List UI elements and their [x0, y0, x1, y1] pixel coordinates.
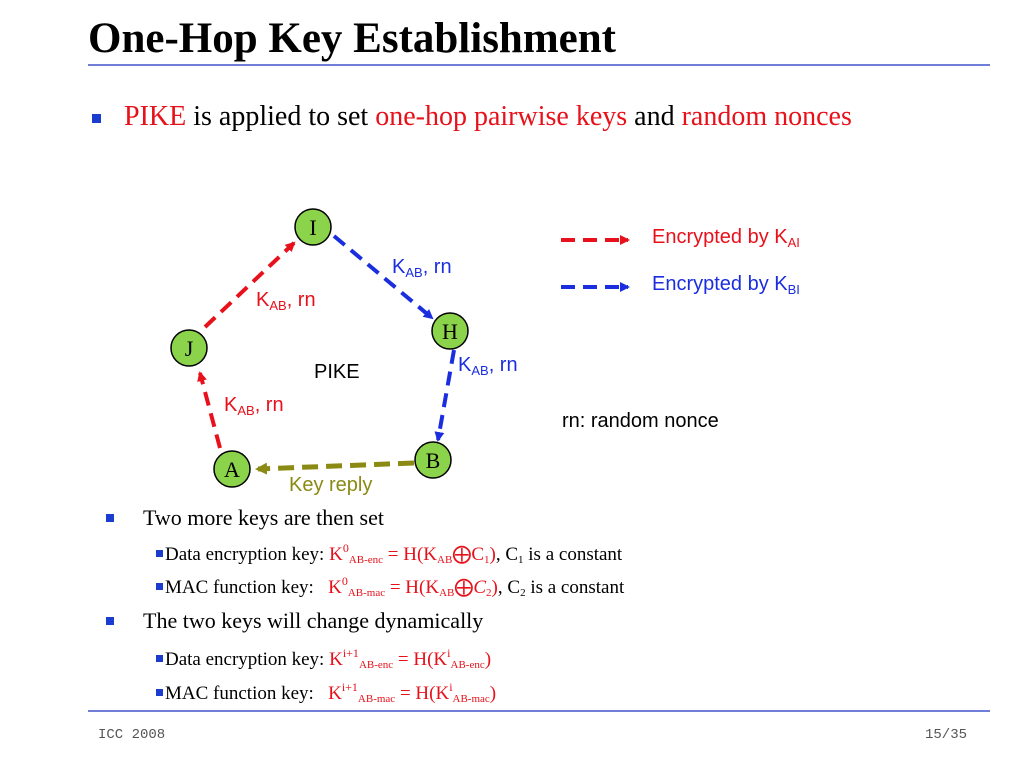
and-text: and	[634, 101, 675, 132]
node-a-label: A	[224, 457, 240, 482]
sub-bullet-mac-dynamic: MAC function key: $K^{i+1}AB$-mac = $H(K^iAB-mac)$	[156, 680, 496, 705]
footer-conference: ICC 2008	[98, 727, 166, 743]
label-j-i: $K_{AB}$, rn	[256, 289, 316, 313]
sub-bullet-data-enc-dynamic: Data encryption key: $K^{i+1}AB$-enc = $H(K^iAB-enc)$	[156, 646, 491, 671]
node-i-label: I	[309, 215, 317, 240]
sub-bullet-marker	[156, 655, 163, 662]
edge-j-to-i	[205, 243, 294, 327]
edge-h-to-b	[438, 350, 454, 440]
one-hop-term: one-hop pairwise keys	[375, 101, 628, 132]
legend-red-text: Encrypted by $K_{AI}$	[652, 226, 800, 250]
bullet-change: The two keys will change dynamically	[143, 608, 484, 633]
random-nonces-term: random nonces	[681, 101, 852, 132]
sub-bullet-marker	[156, 583, 163, 590]
node-b-label: B	[425, 448, 441, 473]
bullet-marker	[106, 514, 114, 522]
sub-bullet-marker	[156, 550, 163, 557]
legend-blue-text: Encrypted by $K_{BI}$	[652, 273, 800, 297]
edge-a-to-j	[200, 373, 220, 448]
edge-b-to-a	[258, 463, 414, 469]
footer-page-number: 15/35	[925, 727, 968, 743]
bullet-text: is applied to set	[193, 101, 369, 132]
pike-term: PIKE	[124, 101, 187, 132]
sub-bullet-mac: MAC function key: $K^0AB$-mac = H(KAB⨁C2), C2 is a constant	[156, 574, 624, 599]
rn-note: rn: random nonce	[562, 410, 719, 432]
bullet-two-keys: Two more keys are then set	[143, 505, 384, 530]
slide-title: One-Hop Key Establishment	[88, 15, 616, 62]
label-a-j: $K_{AB}$, rn	[224, 394, 284, 418]
key-reply-label: Key reply	[289, 474, 373, 496]
label-i-h: $K_{AB}$, rn	[392, 256, 452, 280]
sub-bullet-data-enc: Data encryption key: $K^0AB$-enc = H(KAB⨁C1), C1 is a constant	[156, 541, 622, 566]
sub-bullet-marker	[156, 689, 163, 696]
footer-rule	[88, 710, 990, 712]
pike-center-label: PIKE	[314, 361, 360, 383]
bullet-marker	[106, 617, 114, 625]
node-h-label: H	[442, 319, 458, 344]
node-j-label: J	[184, 336, 194, 361]
label-h-b: $K_{AB}$, rn	[458, 354, 518, 378]
